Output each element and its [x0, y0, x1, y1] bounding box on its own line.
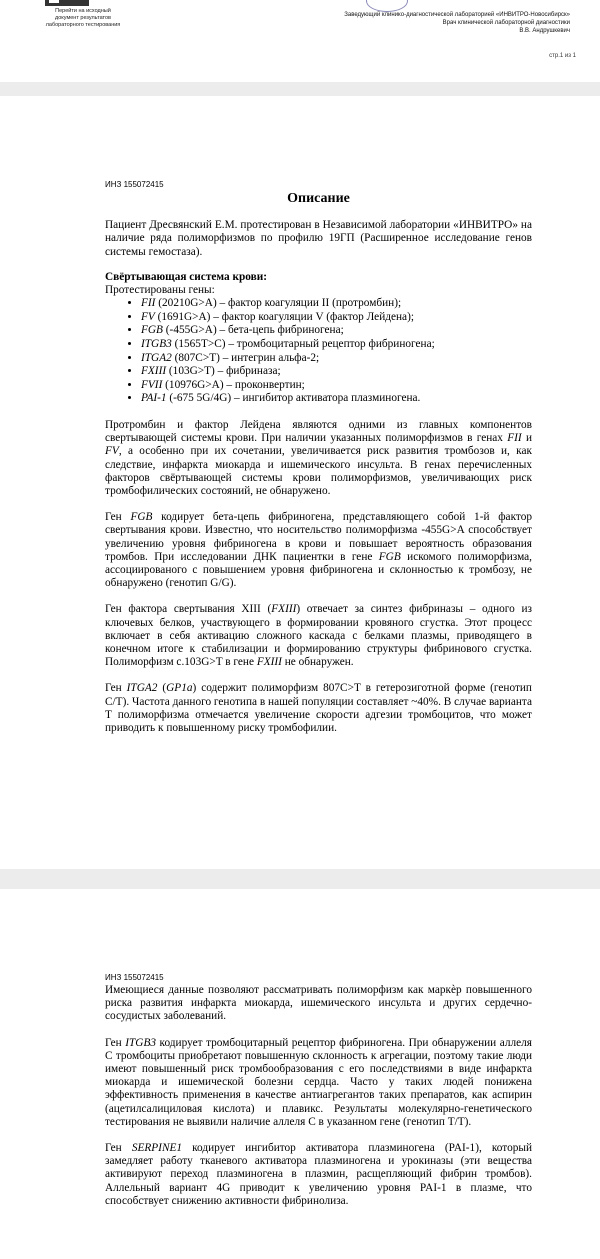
page-2 [0, 889, 600, 1259]
gene-name: SERPINE1 [131, 1142, 183, 1155]
page-title: Описание [287, 191, 350, 206]
paragraph-itga2: Ген ITGA2 (GP1a) содержит полиморфизм 807C>T в гетерозиготной форме (генотип C/T). Частота данного генотипа в нашей популяции составляет ~40%. В случае варианта T полиморфизма отмечается увеличение скорости адгезии тромбоцитов, что может приводить к повышенному риску тромбофилии. [105, 682, 532, 735]
gene-name: FVII [141, 378, 163, 391]
gene-list-item [141, 297, 532, 311]
gene-name: ITGA2 [141, 351, 172, 364]
section-title: Свёртывающая система крови: [105, 270, 268, 283]
gene-list-item [141, 379, 532, 393]
paragraph-itgb3: Ген ITGB3 кодирует тромбоцитарный рецептор фибриногена. При обнаружении аллеля C тромбоциты приобретают повышенную склонность к агрегации, поэтому такие люди имеют повышенный риск тромбообразования с его последствиями в виде инфаркта миокарда и ишемической болезни сердца. Часто у таких людей понижена эффективность применения в качестве антиагрегантов таких препаратов, как аспирин (ацетилсалициловая кислота) и плавикс. Результаты молекулярно-генетического тестирования не выявили наличие аллеля C в указанном гене (генотип T/T). [105, 1036, 532, 1128]
gene-list-item [141, 392, 532, 406]
gene-list-item [141, 352, 532, 366]
gene-desc: (20210G>A) – фактор коагуляции II (протромбин); [155, 297, 402, 310]
qr-caption-line: лабораторного тестирования [45, 22, 121, 28]
page-1-body [105, 192, 532, 735]
qr-code-icon[interactable] [45, 0, 89, 6]
gene-name: FGB [378, 550, 401, 563]
qr-caption-line: документ результатов [55, 15, 111, 21]
gene-name: FII [507, 432, 522, 445]
paragraph-serpine1: Ген SERPINE1 кодирует ингибитор активатора плазминогена (PAI-1), который замедляет работу тканевого активатора плазминогена и урокиназы (эти вещества активируют переход плазминогена в плазмин, расщепляющий фибрин тромбов). Аллельный вариант 4G приводит к увеличению уровня PAI-1 в плазме, что способствует снижению активности фибринолиза. [105, 1142, 533, 1207]
gene-desc: (1565T>C) – тромбоцитарный рецептор фибриногена; [171, 338, 435, 350]
gene-desc: (807C>T) – интегрин альфа-2; [171, 351, 320, 364]
gene-name: ITGA2 [126, 682, 158, 695]
gene-name: PAI-1 [141, 392, 167, 405]
gene-name: FII [141, 297, 156, 310]
gene-desc: (10976G>A) – проконвертин; [162, 378, 305, 391]
gene-desc: (103G>T) – фибриназа; [166, 365, 281, 378]
gene-name: ITGB3 [141, 338, 172, 350]
gene-name: FXIII [256, 656, 282, 669]
signer-line: Заведующий клинико-диагностической лабораторией «ИНВИТРО-Новосибирск» [344, 12, 570, 18]
qr-caption-line: Перейти на исходный [55, 8, 111, 14]
gene-name: FV [141, 310, 155, 323]
page-2-body [105, 984, 532, 1208]
gene-list-item [141, 338, 532, 352]
page-number: стр.1 из 1 [549, 53, 576, 59]
gene-name: FGB [130, 511, 153, 524]
gene-list-item [141, 324, 532, 338]
gene-list-item [141, 311, 532, 325]
intro-paragraph: Пациент Дресвянский Е.М. протестирован в Независимой лаборатории «ИНВИТРО» на наличие ряда полиморфизмов по профилю 19ГП (Расширенное исследование генов системы гемостаза). [105, 219, 532, 258]
tested-label: Протестированы гены: [105, 284, 215, 297]
gene-desc: (-455G>A) – бета-цепь фибриногена; [162, 324, 344, 337]
gene-name: FV [105, 445, 119, 458]
page-header-fragment [0, 0, 600, 82]
gene-desc: (1691G>A) – фактор коагуляции V (фактор Лейдена); [154, 310, 414, 323]
document-id: ИНЗ 155072415 [105, 973, 164, 982]
paragraph-fxiii: Ген фактора свертывания XIII (FXIII) отвечает за синтез фибриназы – одного из ключевых белков, участвующего в формировании кровяного сгустка. Этот процесс включает в себя активацию сложного каскада с белками плазмы, приводящего в конечном итоге к стабилизации и формированию структуры фибринового сгустка. Полиморфизм с.103G>T в гене FXIII не обнаружен. [105, 603, 532, 669]
page-1 [0, 96, 600, 869]
signer-line: В.В. Андрушкевич [519, 28, 570, 34]
gene-list [105, 297, 532, 406]
paragraph-marker: Имеющиеся данные позволяют рассматривать полиморфизм как маркѐр повышенного риска развития инфаркта миокарда, ишемического инсульта и других сердечно-сосудистых заболеваний. [105, 984, 532, 1023]
gene-desc: (-675 5G/4G) – ингибитор активатора плазминогена. [166, 392, 421, 405]
gene-name: ITGB3 [125, 1036, 157, 1049]
paragraph-fgb: Ген FGB кодирует бета-цепь фибриногена, представляющего собой 1-й фактор свертывания крови. Известно, что носительство полиморфизма -455G>A способствует увеличению уровня фибриногена в крови и повышает вероятность образования тромбов. При исследовании ДНК пациентки в гене FGB искомого полиморфизма, ассоциированого с повышением уровня фибриногена и склонностью к тромбозу, не обнаружено (генотип G/G). [105, 511, 533, 590]
gene-name: FXIII [271, 603, 297, 616]
paragraph-prothrombin: Протромбин и фактор Лейдена являются одними из главных компонентов свертывающей системы крови. При наличии указанных полиморфизмов в генах FII и FV, а особенно при их сочетании, увеличивается риск развития тромбозов и, как следствие, инфаркта миокарда и ишемического инсульта. В генах перечисленных факторов свёртывающей системы крови полиморфизмов, увеличивающих риск тромбофилических состояний, не обнаружено. [105, 418, 532, 497]
gene-name: FGB [141, 324, 163, 337]
gene-name: FXIII [141, 365, 167, 378]
gene-name: GP1a [166, 682, 193, 695]
stamp-icon [366, 0, 408, 12]
document-id: ИНЗ 155072415 [105, 180, 164, 189]
signer-line: Врач клинической лабораторной диагностики [442, 20, 570, 26]
gene-list-item [141, 365, 532, 379]
